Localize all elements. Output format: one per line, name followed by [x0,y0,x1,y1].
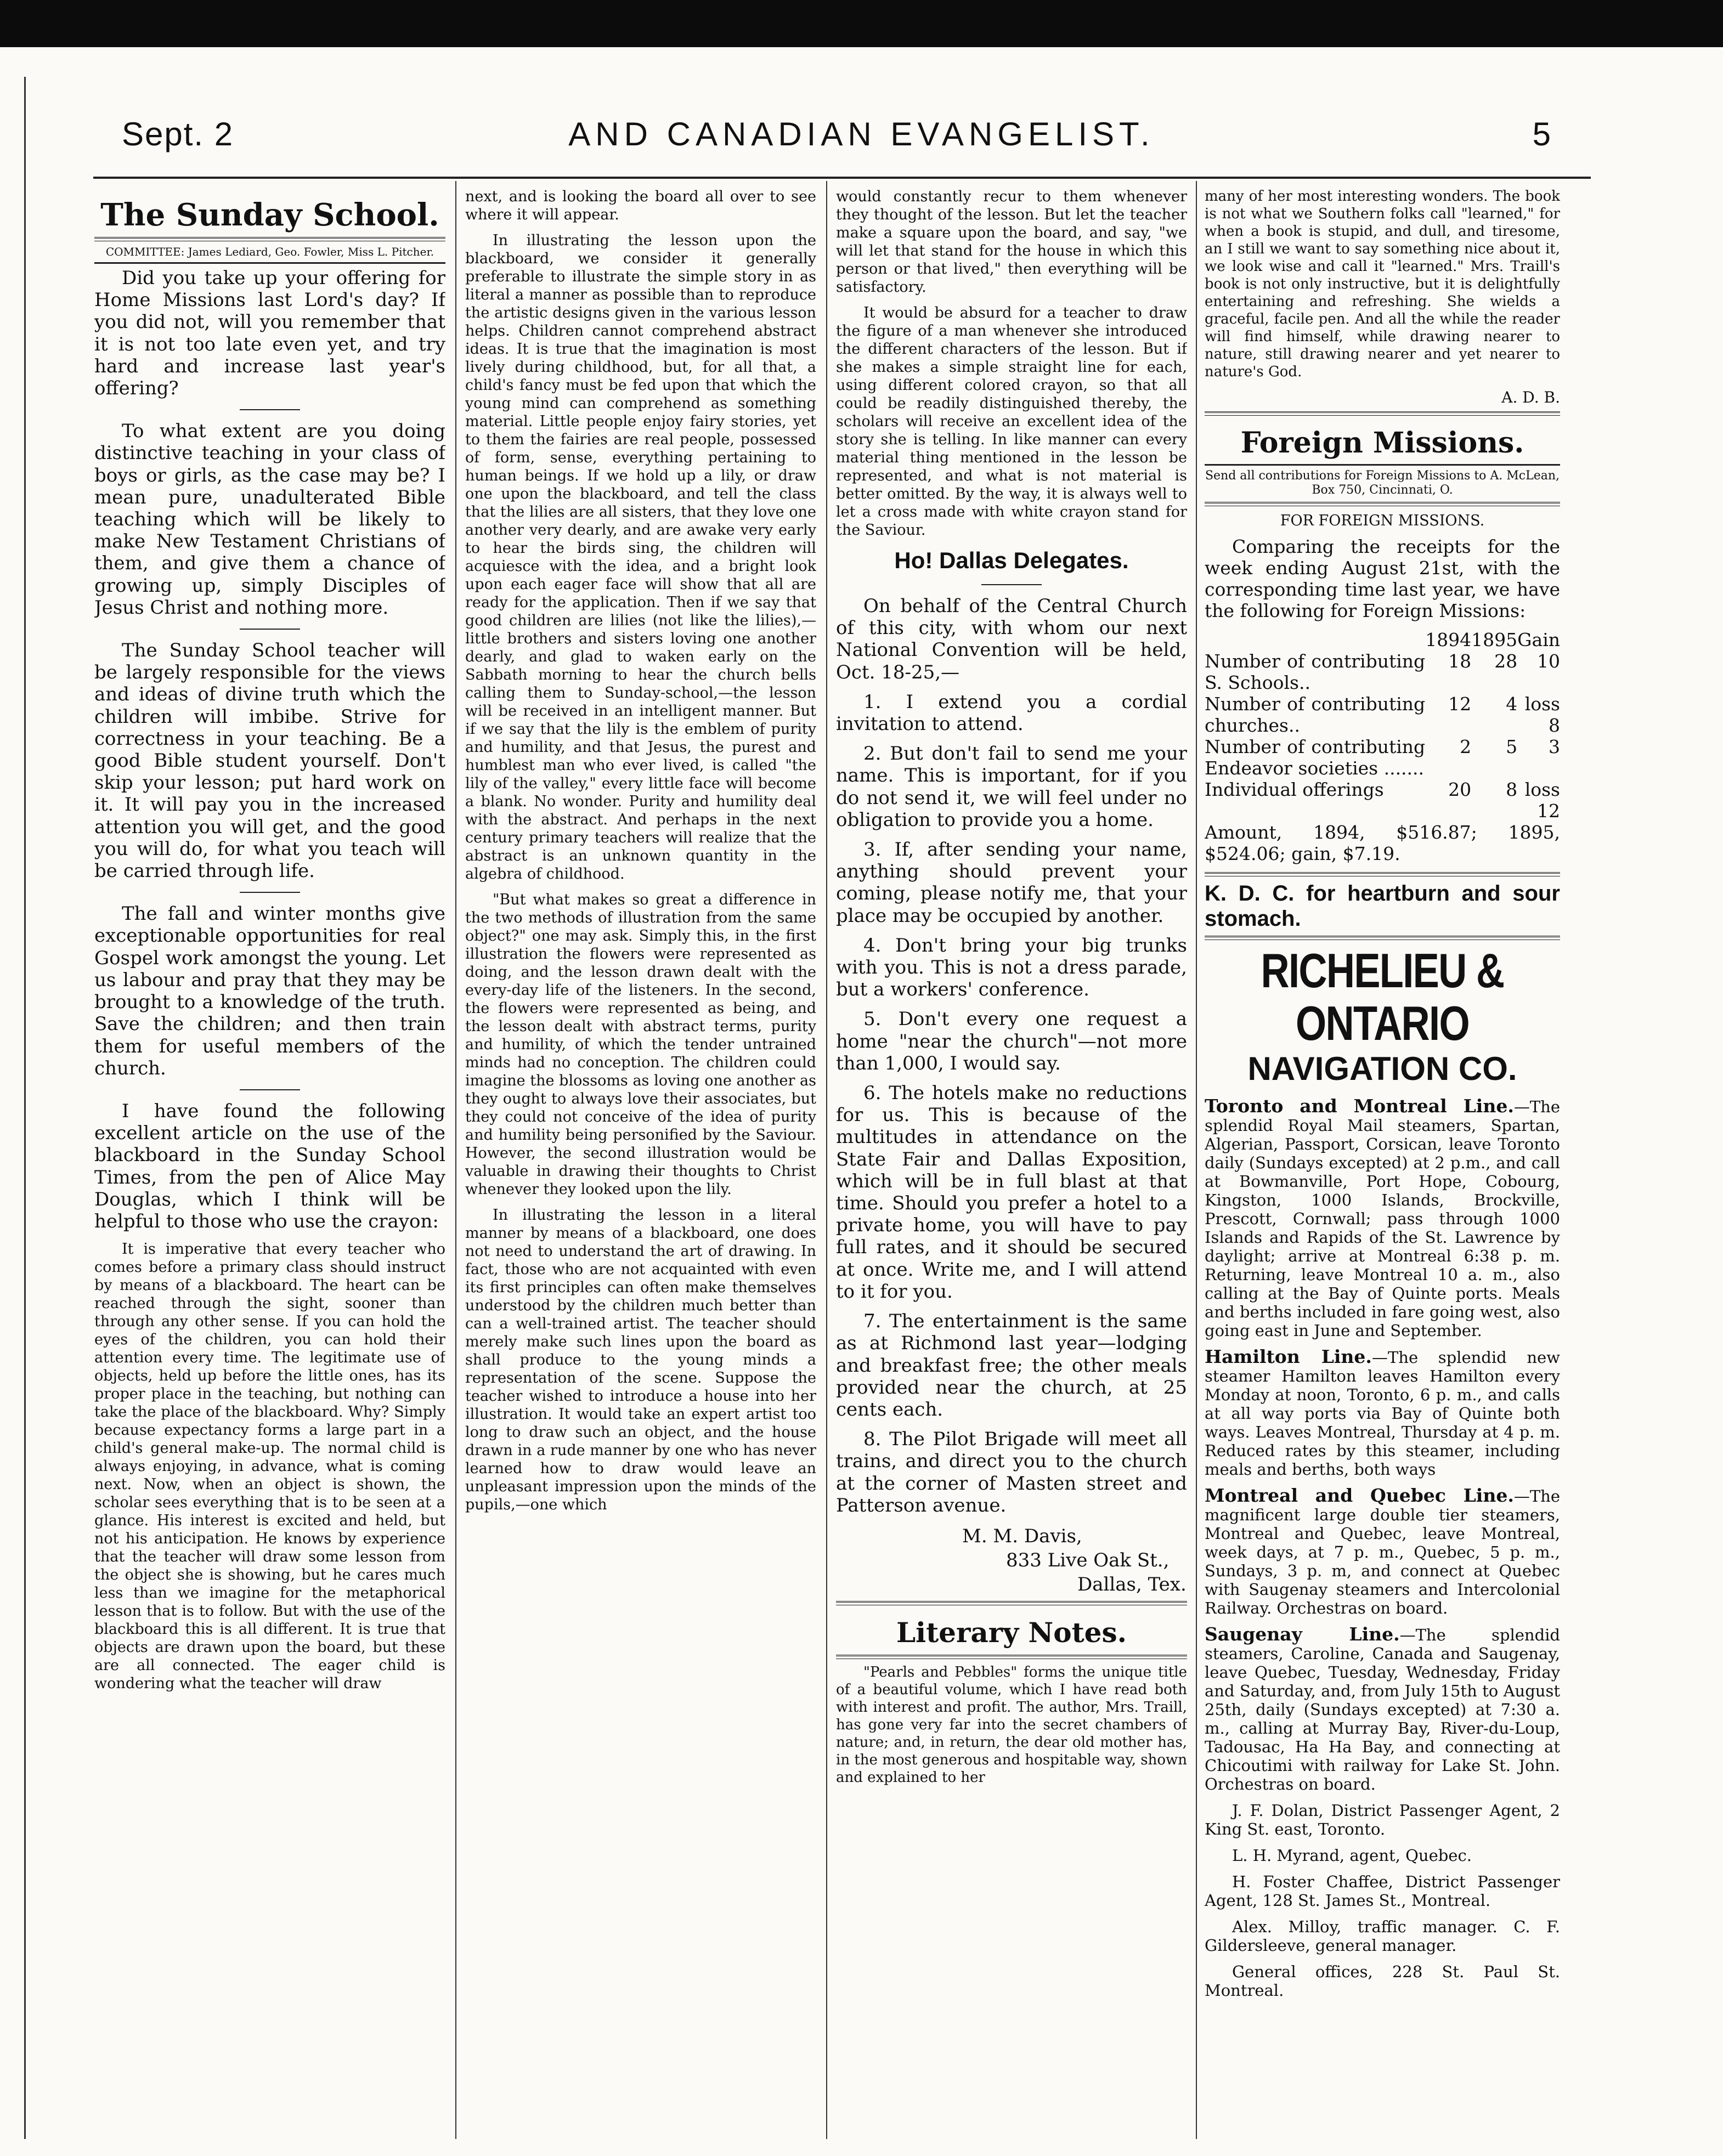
signature-address: 833 Live Oak St., [1006,1549,1170,1571]
separator [240,1089,300,1090]
column-4 [1205,188,1560,2140]
agent-line: J. F. Dolan, District Passenger Agent, 2 King St. east, Toronto. [1205,1801,1560,1838]
paragraph: would constantly recur to them whenever they thought of the lesson. But let the teacher make a square upon the board, and say, "we will let that stand for the house in which this person or that lived," then everything will be satisfactory. [836,188,1187,296]
col-head: 1894 [1425,629,1472,650]
separator [240,892,300,893]
col-head: 1895 [1471,629,1518,650]
kdc-ad: K. D. C. for heartburn and sour stomach. [1205,881,1560,931]
agent-line: H. Foster Chaffee, District Passenger Agent, 128 St. James St., Montreal. [1205,1872,1560,1910]
section-title-foreign-missions: Foreign Missions. [1240,426,1524,460]
paragraph: 2. But don't fail to send me your name. This is important, for if you do not send it, we will feel under no obligation to provide you a home. [836,743,1187,831]
paragraph: It is imperative that every teacher who comes before a primary class should instruct by means of a blackboard. The heart can be reached through the sight, sooner than through any other sense. If you can hold the eyes of the children, you can hold their attention every time. The legitimate use of objects, held up before the little ones, has its proper place in the teaching, but nothing can take the place of the blackboard. Why? Simply because expectancy forms a large part in a child's general make-up. The normal child is always enjoying, in advance, what is coming next. Now, when an object is shown, the scholar sees everything that is to be seen at a glance. His interest is excited and held, but not his anticipation. He knows by experience that the teacher will draw some lesson from the object she is showing, but he cares much less than we imagine for the metaphorical lesson that is to follow. But with the use of the blackboard this is all different. It is true that objects are drawn upon the board, but these are all connected. The eager child is wondering what the teacher will draw [94,1241,445,1693]
table-row: Number of contributing churches.. 12 4 loss 8 [1205,693,1560,736]
paragraph: 8. The Pilot Brigade will meet all trains, and direct you to the church at the corner of Masten street and Patterson avenue. [836,1428,1187,1516]
header-rule [93,177,1591,179]
paragraph: 6. The hotels make no reductions for us. This is because of the multitudes in attendance on the State Fair and Dallas Exposition, which will be in full blast at that time. Should you prefer a hotel to a private home, you will have to pay full rates, and it should be secured at once. Write me, and I will attend to it for you. [836,1082,1187,1303]
section-rule [1205,936,1560,940]
running-header [0,115,1723,176]
line-entry: Hamilton Line.—The splendid new steamer Hamilton leaves Hamilton every Monday at noon, Toronto, 6 p. m., and calls at all way ports via Bay of Quinte both ways. Leaves Montreal, Thursday at 4 p. m. Reduced rates by this steamer, including meals and berths, both ways [1205,1346,1560,1479]
section-rule [1205,411,1560,416]
signature-name: M. M. Davis, [962,1525,1082,1547]
paragraph: The fall and winter months give exceptionable opportunities for real Gospel work amongst the young. Let us labour and pray that they may be brought to a knowledge of the truth. Save the children; and then train them for useful members of the church. [94,903,445,1079]
line-entry: Montreal and Quebec Line.—The magnificent large double tier steamers, Montreal and Quebec, leave Montreal, week days, at 7 p. m., Quebec, 5 p. m., Sundays, 3 p. m, and connect at Quebec with Saugenay steamers and Intercolonial Railway. Orchestras on board. [1205,1485,1560,1617]
ad-subtitle: NAVIGATION CO. [1247,1050,1517,1087]
table-header-row [1205,629,1560,650]
section-rule [1205,464,1560,466]
paragraph: "But what makes so great a difference in the two methods of illustration from the same object?" one may ask. Simply this, in the first illustration the flowers were represented as doing, and the lesson drawn dealt with the every-day life of the listeners. In the second, the flowers were represented as being, and the lesson dealt with abstract terms, purity and humility, of which the tender untrained minds had no conception. The children could imagine the blossoms as loving one another as they ought to always love their associates, but they could not conceive of the idea of purity and humility being personified by the Saviour. However, the second illustration would be valuable in drawing their thoughts to Christ whenever they looked upon the lily. [465,891,816,1198]
page-number: 5 [1532,116,1552,152]
separator [240,629,300,630]
paragraph: In illustrating the lesson upon the blackboard, we consider it generally preferable to illustrate the simple story in as literal a manner as possible than to reproduce the artistic designs given in the various lesson helps. Children cannot comprehend abstract ideas. It is true that the imagination is most lively during childhood, but, for all that, a child's fancy must be fed upon that which the young mind can comprehend as something material. Little people enjoy fairy stories, yet to them the fairies are real people, possessed of form, sense, everything pertaining to human beings. If we hold up a lily, or draw one upon the blackboard, and tell the class that the lilies are all sisters, that they love one another very dearly, and are awake very early to hear the birds sing, the children will acquiesce with the idea, and a bright look upon each eager face will show that all are ready for the application. Then if we say that good children are lilies (not like the lilies),—little brothers and sisters loving one another dearly, and glad to waken early on the Sabbath morning to hear the church bells calling them to Sunday-school,—the lesson will be received in an intelligent manner. But if we say that the lily is the emblem of purity and humility, and that Jesus, the purest and humblest man who ever lived, is called "the lily of the valley," every little face will become a blank. No wonder. Purity and humility deal with the abstract. And perhaps in the next century primary teachers will realize that the abstract is an unknown quantity in the algebra of childhood. [465,232,816,882]
paragraph: The Sunday School teacher will be largely responsible for the views and ideas of divine truth which the children will imbibe. Strive for correctness in your teaching. Be a good Bible student yourself. Don't skip your lesson; put hard work on it. It will pay you in the increased attention you will get, and the good you will do, for what you teach will be carried through life. [94,640,445,882]
literary-signature: A. D. B. [1501,388,1560,406]
foreign-note: Send all contributions for Foreign Missions to A. McLean, Box 750, Cincinnati, O. [1205,469,1560,497]
col-head: Gain [1517,629,1560,650]
section-rule [1205,872,1560,876]
section-title-sunday-school: The Sunday School. [100,197,439,233]
ad-title: RICHELIEU & ONTARIO [1261,943,1504,1050]
line-entry: Saugenay Line.—The splendid steamers, Caroline, Canada and Saugenay, leave Quebec, Tuesday, Wednesday, Friday and Saturday, and, from July 15th to August 25th, daily (Sundays excepted) at 7:30 a. m., calling at Murray Bay, River-du-Loup, Tadousac, Ha Ha Bay, and connecting at Chicoutimi with railway for Lake St. John. Orchestras on board. [1205,1623,1560,1793]
paragraph: In illustrating the lesson in a literal manner by means of a blackboard, one does not need to understand the art of drawing. In fact, those who are not acquainted with even its first principles can often make themselves understood by the children much better than can a well-trained artist. The teacher should merely make such lines upon the board as shall produce to the young minds a representation of the scene. Suppose the teacher wished to introduce a house into her illustration. It would take an expert artist too long to draw such an object, and the house drawn in a rude manner by one who has never learned how to draw would leave an unpleasant impression upon the minds of the pupils,—one which [465,1207,816,1513]
column-divider [1196,181,1197,2139]
paragraph: 4. Don't bring your big trunks with you. This is not a dress parade, but a workers' conference. [836,934,1187,1001]
section-rule [94,262,445,264]
separator [240,409,300,410]
table-row: Number of contributing Endeavor societies ....... 2 5 3 [1205,736,1560,779]
title-rule [94,237,445,241]
paragraph: 7. The entertainment is the same as at Richmond last year—lodging and breakfast free; the other meals provided near the church, at 25 cents each. [836,1310,1187,1421]
signature-city: Dallas, Tex. [1077,1573,1187,1595]
amount-line: Amount, 1894, $516.87; 1895, $524.06; gain, $7.19. [1205,822,1560,864]
paragraph: It would be absurd for a teacher to draw the figure of a man whenever she introduced the different characters of the lesson. But if she makes a simple straight line for each, using different colored crayon, so that all could be readily distinguished thereby, the scholars will receive an excellent idea of the story she is telling. In like manner can every material thing mentioned in the lesson be represented, and what is not material is better omitted. By the way, it is always well to let a cross made with white crayon stand for the Saviour. [836,304,1187,539]
column-3 [836,188,1187,2140]
left-margin-rule [24,77,26,2139]
receipts-table [1205,629,1560,822]
committee-line: COMMITTEE: James Lediard, Geo. Fowler, Miss L. Pitcher. [105,245,434,258]
header-title: AND CANADIAN EVANGELIST. [568,116,1155,152]
agent-line: L. H. Myrand, agent, Quebec. [1232,1846,1472,1865]
separator [981,584,1042,585]
agent-line: General offices, 228 St. Paul St. Montreal. [1205,1962,1560,2000]
column-divider [826,181,827,2139]
column-divider [455,181,456,2139]
paragraph: Comparing the receipts for the week ending August 21st, with the corresponding time last year, we have the following for Foreign Missions: [1205,536,1560,621]
column-2 [465,188,816,2140]
paragraph: "Pearls and Pebbles" forms the unique title of a beautiful volume, which I have read both with interest and profit. The author, Mrs. Traill, has gone very far into the secret chambers of nature; and, in return, the dear old mother has, in the most generous and hospitable way, shown and explained to her [836,1663,1187,1786]
section-rule [836,1655,1187,1659]
top-black-band [0,0,1723,47]
header-date: Sept. 2 [122,116,234,152]
table-row: Number of contributing S. Schools.. 18 28 10 [1205,650,1560,693]
line-entry: Toronto and Montreal Line.—The splendid Royal Mail steamers, Spartan, Algerian, Passport, Corsican, leave Toronto daily (Sundays excepted) at 2 p.m., and call at Bowmanville, Port Hope, Cobourg, Kingston, 1000 Islands, Brockville, Prescott, Cornwall; pass through 1000 Islands and Rapids of the St. Lawrence by daylight; arrive at Montreal 6:38 p. m. Returning, leave Montreal 10 a. m., also calling at the Bay of Quinte ports. Meals and berths included in fare going west, also going east in June and September. [1205,1095,1560,1340]
column-1 [94,188,445,2140]
section-rule [836,1601,1187,1605]
section-rule [1205,502,1560,506]
paragraph: 3. If, after sending your name, anything should prevent your coming, please notify me, that your place may be occupied by another. [836,839,1187,927]
paragraph: Did you take up your offering for Home Missions last Lord's day? If you did not, will you remember that it is not too late even yet, and try hard and increase last year's offering? [94,267,445,400]
paragraph: 5. Don't every one request a home "near the church"—not more than 1,000, I would say. [836,1008,1187,1074]
table-row: Individual offerings 20 8 loss 12 [1205,779,1560,822]
paragraph: On behalf of the Central Church of this city, with whom our next National Convention will be held, Oct. 18-25,— [836,595,1187,683]
agent-line: Alex. Milloy, traffic manager. C. F. Gildersleeve, general manager. [1205,1917,1560,1955]
paragraph: many of her most interesting wonders. The book is not what we Southern folks call "learned," for when a book is stupid, and dull, and tiresome, an I still we want to say something nice about it, we look wise and call it "learned." Mrs. Traill's book is not only instructive, but it is delightfully entertaining and refreshing. She wields a graceful, facile pen. And all the while the reader will find himself, while drawing nearer to nature, still drawing nearer and yet nearer to nature's God. [1205,188,1560,380]
section-title-dallas: Ho! Dallas Delegates. [894,547,1129,573]
paragraph: 1. I extend you a cordial invitation to attend. [836,691,1187,735]
paragraph: To what extent are you doing distinctive teaching in your class of boys or girls, as the case may be? I mean pure, unadulterated Bible teaching which will be likely to make New Testament Christians of them, and give them a chance of growing up, simply Disciples of Jesus Christ and nothing more. [94,420,445,619]
section-title-literary: Literary Notes. [896,1616,1127,1649]
for-foreign-heading: FOR FOREIGN MISSIONS. [1280,512,1485,529]
paragraph: next, and is looking the board all over to see where it will appear. [465,188,816,223]
paragraph: I have found the following excellent article on the use of the blackboard in the Sunday School Times, from the pen of Alice May Douglas, which I think will be helpful to those who use the crayon: [94,1100,445,1232]
